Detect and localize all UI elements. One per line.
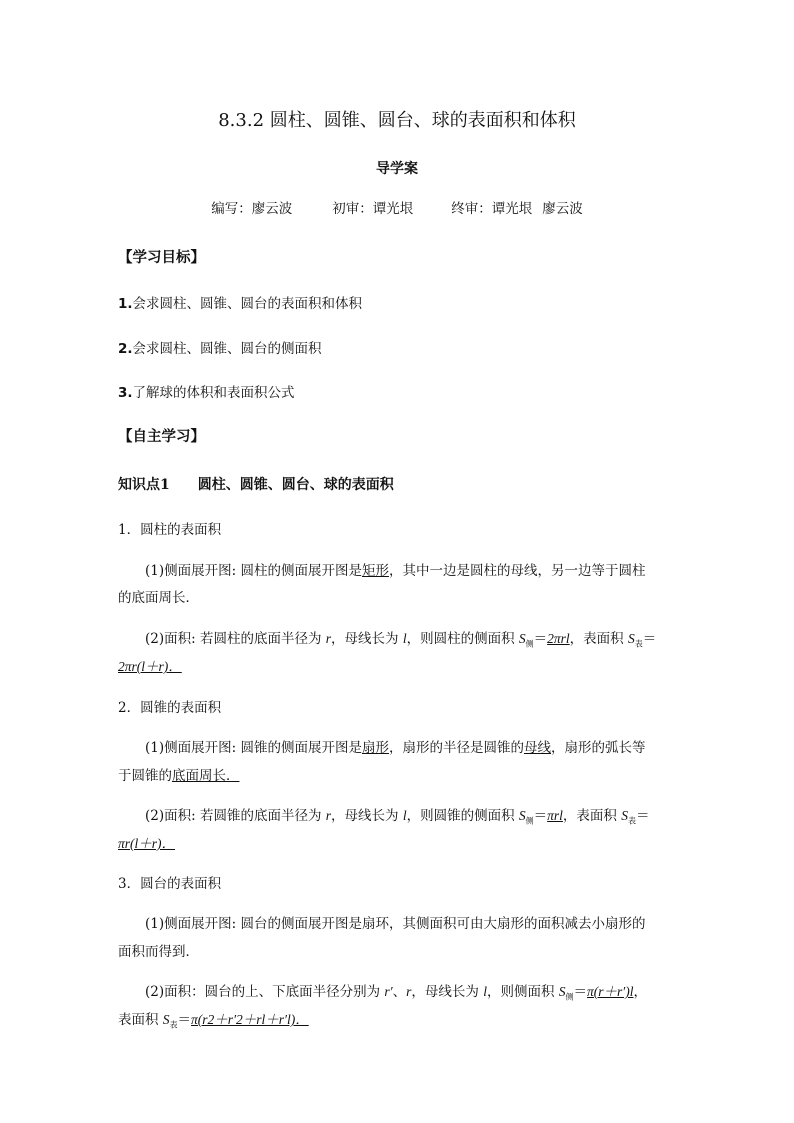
knowledge-point-title: 圆柱、圆锥、圆台、球的表面积 (197, 477, 394, 493)
text: ，则圆锥的侧面积 (406, 808, 519, 824)
subscript: 侧 (565, 992, 574, 1002)
text: ，母线长为 (331, 808, 403, 824)
goal-number: 1. (118, 296, 133, 312)
var-r-prime: r′ (384, 984, 393, 999)
goal-text: 了解球的体积和表面积公式 (132, 385, 295, 401)
var-S: S (518, 808, 526, 823)
text: 表面积 (118, 1012, 163, 1028)
answer-underlined: 矩形 (361, 563, 389, 579)
text: ，表面积 (562, 808, 622, 824)
text: 于圆锥的 (118, 768, 172, 784)
answer-underlined: 2πrl (547, 631, 570, 646)
cylinder-p1-line1 (118, 559, 645, 579)
var-r: r (406, 984, 412, 999)
cone-p1-line2 (118, 764, 240, 784)
cylinder-p2-line2 (118, 655, 182, 675)
author-final-review: 终审：谭光垠 (451, 201, 533, 217)
subscript: 表 (634, 639, 643, 649)
page-title: 8.3.2 圆柱、圆锥、圆台、球的表面积和体积 (218, 110, 576, 131)
author-written: 编写：廖云波 (211, 201, 293, 217)
var-S: S (627, 631, 635, 646)
subscript: 表 (627, 816, 636, 826)
text: ，则圆柱的侧面积 (406, 631, 519, 647)
text: (2)面积: 若圆锥的底面半径为 (145, 808, 326, 824)
answer-underlined: 底面周长． (172, 768, 240, 784)
goal-item-3 (118, 381, 295, 401)
cylinder-p1-line2: 的底面周长． (118, 590, 199, 606)
cone-section-title: 2．圆锥的表面积 (118, 700, 222, 716)
text: ，扇形的半径是圆锥的 (388, 740, 524, 756)
goals-heading: 【学习目标】 (118, 249, 205, 266)
var-l: l (483, 984, 487, 999)
text: ，表面积 (569, 631, 628, 647)
frustum-p1-line2: 面积而得到． (118, 944, 199, 960)
text: ，母线长为 (411, 984, 484, 1000)
text: 、 (392, 984, 407, 1000)
answer-underlined: π(r2＋r′2＋rl＋r′l)． (191, 1012, 309, 1027)
var-S: S (621, 808, 628, 823)
text: ，扇形的弧长等 (550, 740, 646, 756)
cylinder-p2-line1 (118, 627, 656, 650)
subscript: 表 (169, 1020, 178, 1030)
self-study-heading: 【自主学习】 (118, 428, 205, 445)
goal-number: 2. (118, 341, 133, 357)
equals: ＝ (177, 1012, 192, 1028)
cone-p2-line1 (118, 804, 649, 827)
subscript: 侧 (525, 816, 534, 826)
equals: ＝ (635, 808, 650, 824)
var-l: l (402, 808, 407, 823)
answer-underlined: 母线 (523, 740, 551, 756)
text: (2)面积: 若圆柱的底面半径为 (145, 631, 326, 647)
author-first-review: 初审：谭光垠 (332, 201, 414, 217)
equals: ＝ (573, 984, 588, 1000)
var-l: l (402, 631, 407, 646)
cone-p1-line1 (118, 736, 645, 756)
text: ，母线长为 (331, 631, 403, 647)
var-S: S (162, 1012, 170, 1027)
cone-p2-line2 (118, 832, 175, 852)
frustum-p3-line (118, 1008, 309, 1031)
equals: ＝ (533, 631, 548, 647)
answer-underlined: 2πr(l＋r)． (118, 659, 182, 674)
text: (1)侧面展开图: 圆柱的侧面展开图是 (145, 563, 362, 579)
answer-underlined: πrl (547, 808, 563, 823)
var-S: S (558, 984, 566, 999)
knowledge-point-label: 知识点1 (118, 477, 170, 493)
equals: ＝ (642, 631, 657, 647)
var-r: r (325, 808, 332, 823)
subscript: 侧 (525, 639, 534, 649)
text: ，则侧面积 (486, 984, 559, 1000)
answer-underlined: 扇形 (361, 740, 389, 756)
text: (1)侧面展开图: 圆锥的侧面展开图是 (145, 740, 362, 756)
knowledge-point-heading (118, 474, 394, 494)
text: ， (633, 984, 647, 1000)
text: (2)面积：圆台的上、下底面半径分别为 (145, 984, 385, 1000)
var-S: S (518, 631, 526, 646)
equals: ＝ (533, 808, 548, 824)
page-subtitle: 导学案 (376, 161, 418, 177)
goal-number: 3. (118, 385, 133, 401)
frustum-p2-line1 (118, 980, 647, 1003)
text: ，其中一边是圆柱的母线，另一边等于圆柱 (388, 563, 646, 579)
var-r: r (325, 631, 332, 646)
answer-underlined: π(r＋r′)l (587, 984, 634, 999)
author-line (0, 197, 794, 217)
frustum-p1-line1: (1)侧面展开图: 圆台的侧面展开图是扇环，其侧面积可由大扇形的面积减去小扇形的 (145, 916, 646, 932)
answer-underlined: πr(l＋r)． (118, 836, 176, 851)
author-final-review-2: 廖云波 (542, 201, 583, 217)
frustum-section-title: 3．圆台的表面积 (118, 876, 222, 892)
goal-item-2 (118, 337, 322, 357)
cylinder-section-title: 1．圆柱的表面积 (118, 522, 222, 538)
goal-item-1 (118, 292, 362, 312)
goal-text: 会求圆柱、圆锥、圆台的侧面积 (132, 341, 322, 357)
goal-text: 会求圆柱、圆锥、圆台的表面积和体积 (132, 296, 363, 312)
